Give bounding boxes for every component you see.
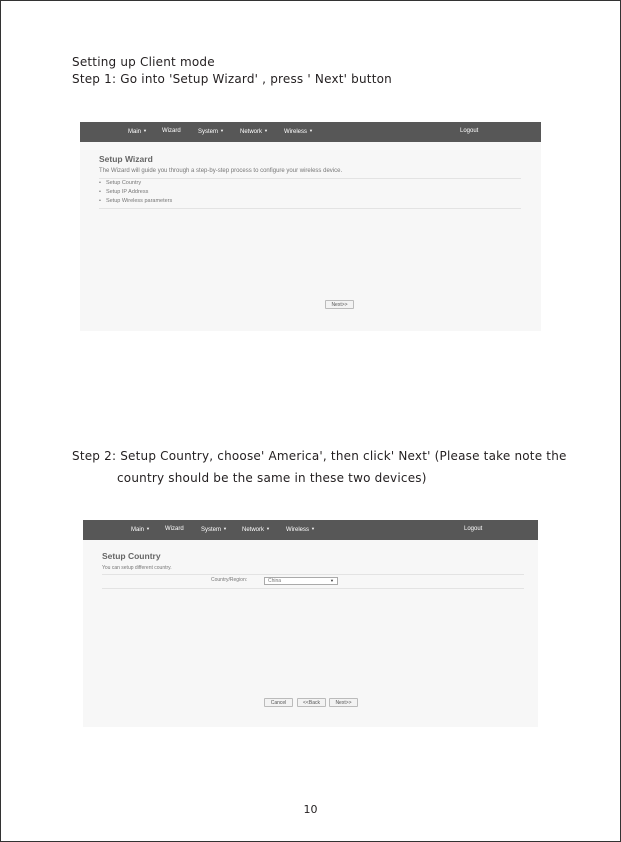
caret-down-icon: ▼ (220, 128, 224, 133)
nav-wizard[interactable]: Wizard (165, 526, 184, 532)
doc-step1: Step 1: Go into 'Setup Wizard' , press ' Next' button (72, 72, 392, 86)
back-button[interactable]: <<Back (297, 698, 326, 707)
caret-down-icon: ▼ (223, 526, 227, 531)
country-region-value: China (268, 578, 282, 584)
nav-wireless[interactable]: Wireless ▼ (286, 526, 315, 533)
divider (99, 208, 521, 209)
list-item: • Setup Country (99, 179, 172, 188)
cancel-button[interactable]: Cancel (264, 698, 293, 707)
doc-step2-line1: Step 2: Setup Country, choose' America', then click' Next' (Please take note the (72, 449, 567, 463)
nav-system[interactable]: System ▼ (198, 128, 224, 135)
country-intro: You can setup different country. (102, 565, 172, 571)
nav-network[interactable]: Network ▼ (242, 526, 270, 533)
nav-network[interactable]: Network ▼ (240, 128, 268, 135)
navbar (80, 122, 541, 142)
nav-logout[interactable]: Logout (464, 526, 483, 532)
nav-main[interactable]: Main ▼ (128, 128, 147, 135)
caret-down-icon: ▼ (309, 128, 313, 133)
list-item: • Setup Wireless parameters (99, 197, 172, 206)
doc-heading: Setting up Client mode (72, 55, 215, 69)
divider (102, 574, 524, 575)
next-button[interactable]: Next>> (325, 300, 354, 309)
wizard-steps-list (99, 179, 172, 206)
country-region-label: Country/Region: (211, 577, 248, 583)
doc-step2-line2: country should be the same in these two devices) (117, 471, 427, 485)
divider (102, 588, 524, 589)
nav-wireless[interactable]: Wireless ▼ (284, 128, 313, 135)
caret-down-icon: ▼ (266, 526, 270, 531)
nav-wizard[interactable]: Wizard (162, 128, 181, 134)
next-button[interactable]: Next>> (329, 698, 358, 707)
caret-down-icon: ▼ (311, 526, 315, 531)
nav-logout[interactable]: Logout (460, 128, 479, 134)
nav-main[interactable]: Main ▼ (131, 526, 150, 533)
page-title: Setup Wizard (99, 154, 153, 164)
setup-wizard-screenshot (80, 122, 541, 331)
caret-down-icon: ▼ (146, 526, 150, 531)
page-title: Setup Country (102, 551, 161, 561)
wizard-intro: The Wizard will guide you through a step-by-step process to configure your wireless device. (99, 168, 343, 174)
list-item: • Setup IP Address (99, 188, 172, 197)
dropdown-arrow-icon: ▼ (330, 578, 334, 583)
page-number: 10 (303, 803, 318, 816)
nav-system[interactable]: System ▼ (201, 526, 227, 533)
navbar (83, 520, 538, 540)
caret-down-icon: ▼ (264, 128, 268, 133)
country-region-select[interactable] (264, 577, 338, 585)
setup-country-screenshot (83, 520, 538, 727)
caret-down-icon: ▼ (143, 128, 147, 133)
